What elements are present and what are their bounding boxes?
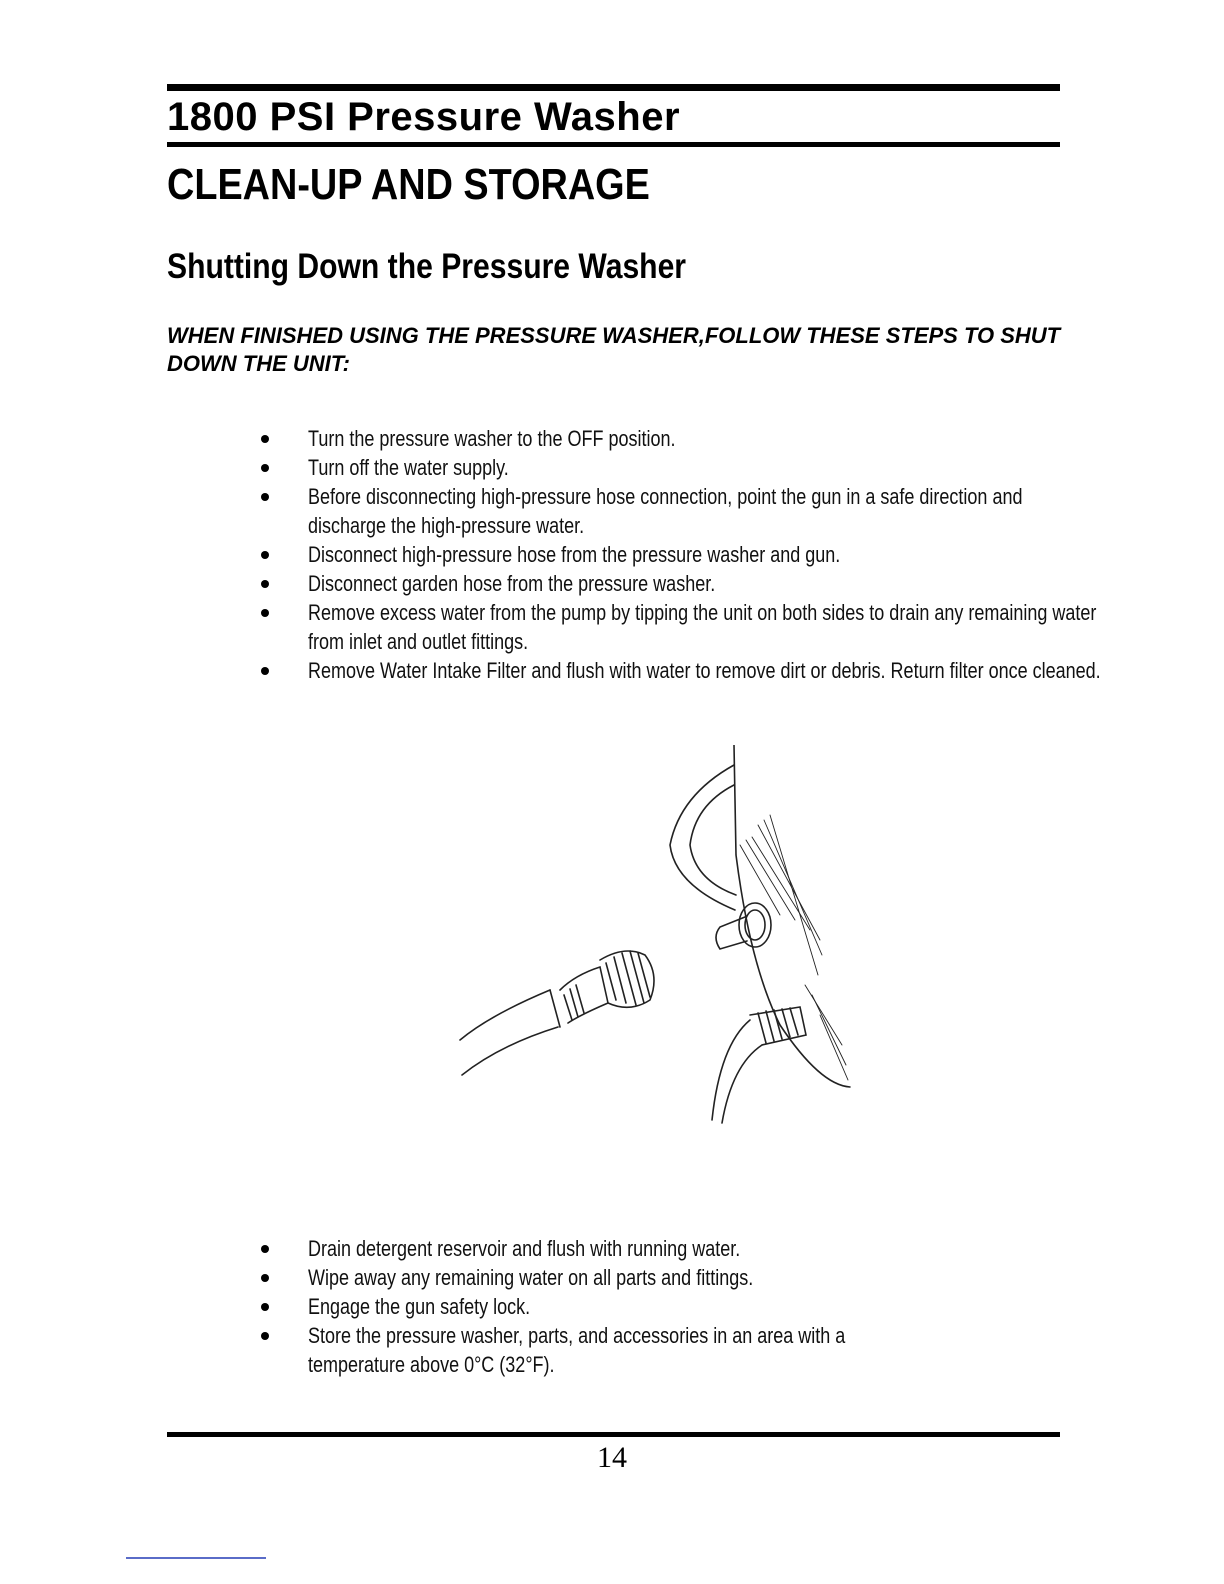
list-item: Engage the gun safety lock. <box>258 1292 1224 1321</box>
bullet-icon <box>261 1303 269 1311</box>
list-item: Remove Water Intake Filter and flush with water to remove dirt or debris. Return filter once cleaned. <box>258 656 1224 685</box>
bullet-icon <box>261 551 269 559</box>
list-item: Before disconnecting high-pressure hose connection, point the gun in a safe direction and discharge the high-pressure water. <box>258 482 1224 540</box>
intro-instruction: WHEN FINISHED USING THE PRESSURE WASHER,FOLLOW THESE STEPS TO SHUT DOWN THE UNIT: <box>167 323 1061 376</box>
hose-disconnect-illustration <box>450 745 860 1130</box>
garden-hose-line <box>460 990 550 1040</box>
garden-hose-coupling <box>560 951 654 1023</box>
bullet-icon <box>261 464 269 472</box>
page-number: 14 <box>597 1441 627 1474</box>
bullet-icon <box>261 1332 269 1340</box>
bullet-icon <box>261 609 269 617</box>
footer-rule <box>167 1432 1060 1437</box>
section-title: CLEAN-UP AND STORAGE <box>167 160 650 209</box>
list-item: Wipe away any remaining water on all parts and fittings. <box>258 1263 1224 1292</box>
scan-edge-line <box>126 1557 266 1559</box>
list-item: Remove excess water from the pump by tipping the unit on both sides to drain any remaining water from inlet and outlet fittings. <box>258 598 1224 656</box>
inlet-nozzle <box>716 917 747 949</box>
high-pressure-hose-coupling <box>750 1007 806 1045</box>
washer-housing-curve <box>670 765 735 910</box>
storage-steps-list <box>258 1234 1224 1379</box>
washer-body-outline <box>734 745 850 1087</box>
bullet-icon <box>261 1245 269 1253</box>
garden-hose-line-lower <box>462 1027 558 1075</box>
high-pressure-hose-line-inner <box>722 1045 762 1123</box>
list-item: Turn the pressure washer to the OFF position. <box>258 424 1224 453</box>
list-item: Turn off the water supply. <box>258 453 1224 482</box>
list-item: Disconnect garden hose from the pressure washer. <box>258 569 1224 598</box>
product-title: 1800 PSI Pressure Washer <box>167 95 681 139</box>
list-item: Disconnect high-pressure hose from the pressure washer and gun. <box>258 540 1224 569</box>
bullet-icon <box>261 493 269 501</box>
subsection-title: Shutting Down the Pressure Washer <box>167 247 687 286</box>
hose-collar <box>550 990 560 1027</box>
list-item: Drain detergent reservoir and flush with running water. <box>258 1234 1224 1263</box>
list-item: Store the pressure washer, parts, and accessories in an area with a temperature above 0°C (32°F). <box>258 1321 1224 1379</box>
bullet-icon <box>261 667 269 675</box>
header-rule-bottom <box>167 142 1060 147</box>
washer-housing-curve-inner <box>690 785 736 895</box>
shutdown-steps-list <box>258 424 1224 685</box>
header-rule-top <box>167 84 1060 91</box>
bullet-icon <box>261 1274 269 1282</box>
bullet-icon <box>261 580 269 588</box>
high-pressure-hose-line <box>712 1020 750 1120</box>
bullet-icon <box>261 435 269 443</box>
